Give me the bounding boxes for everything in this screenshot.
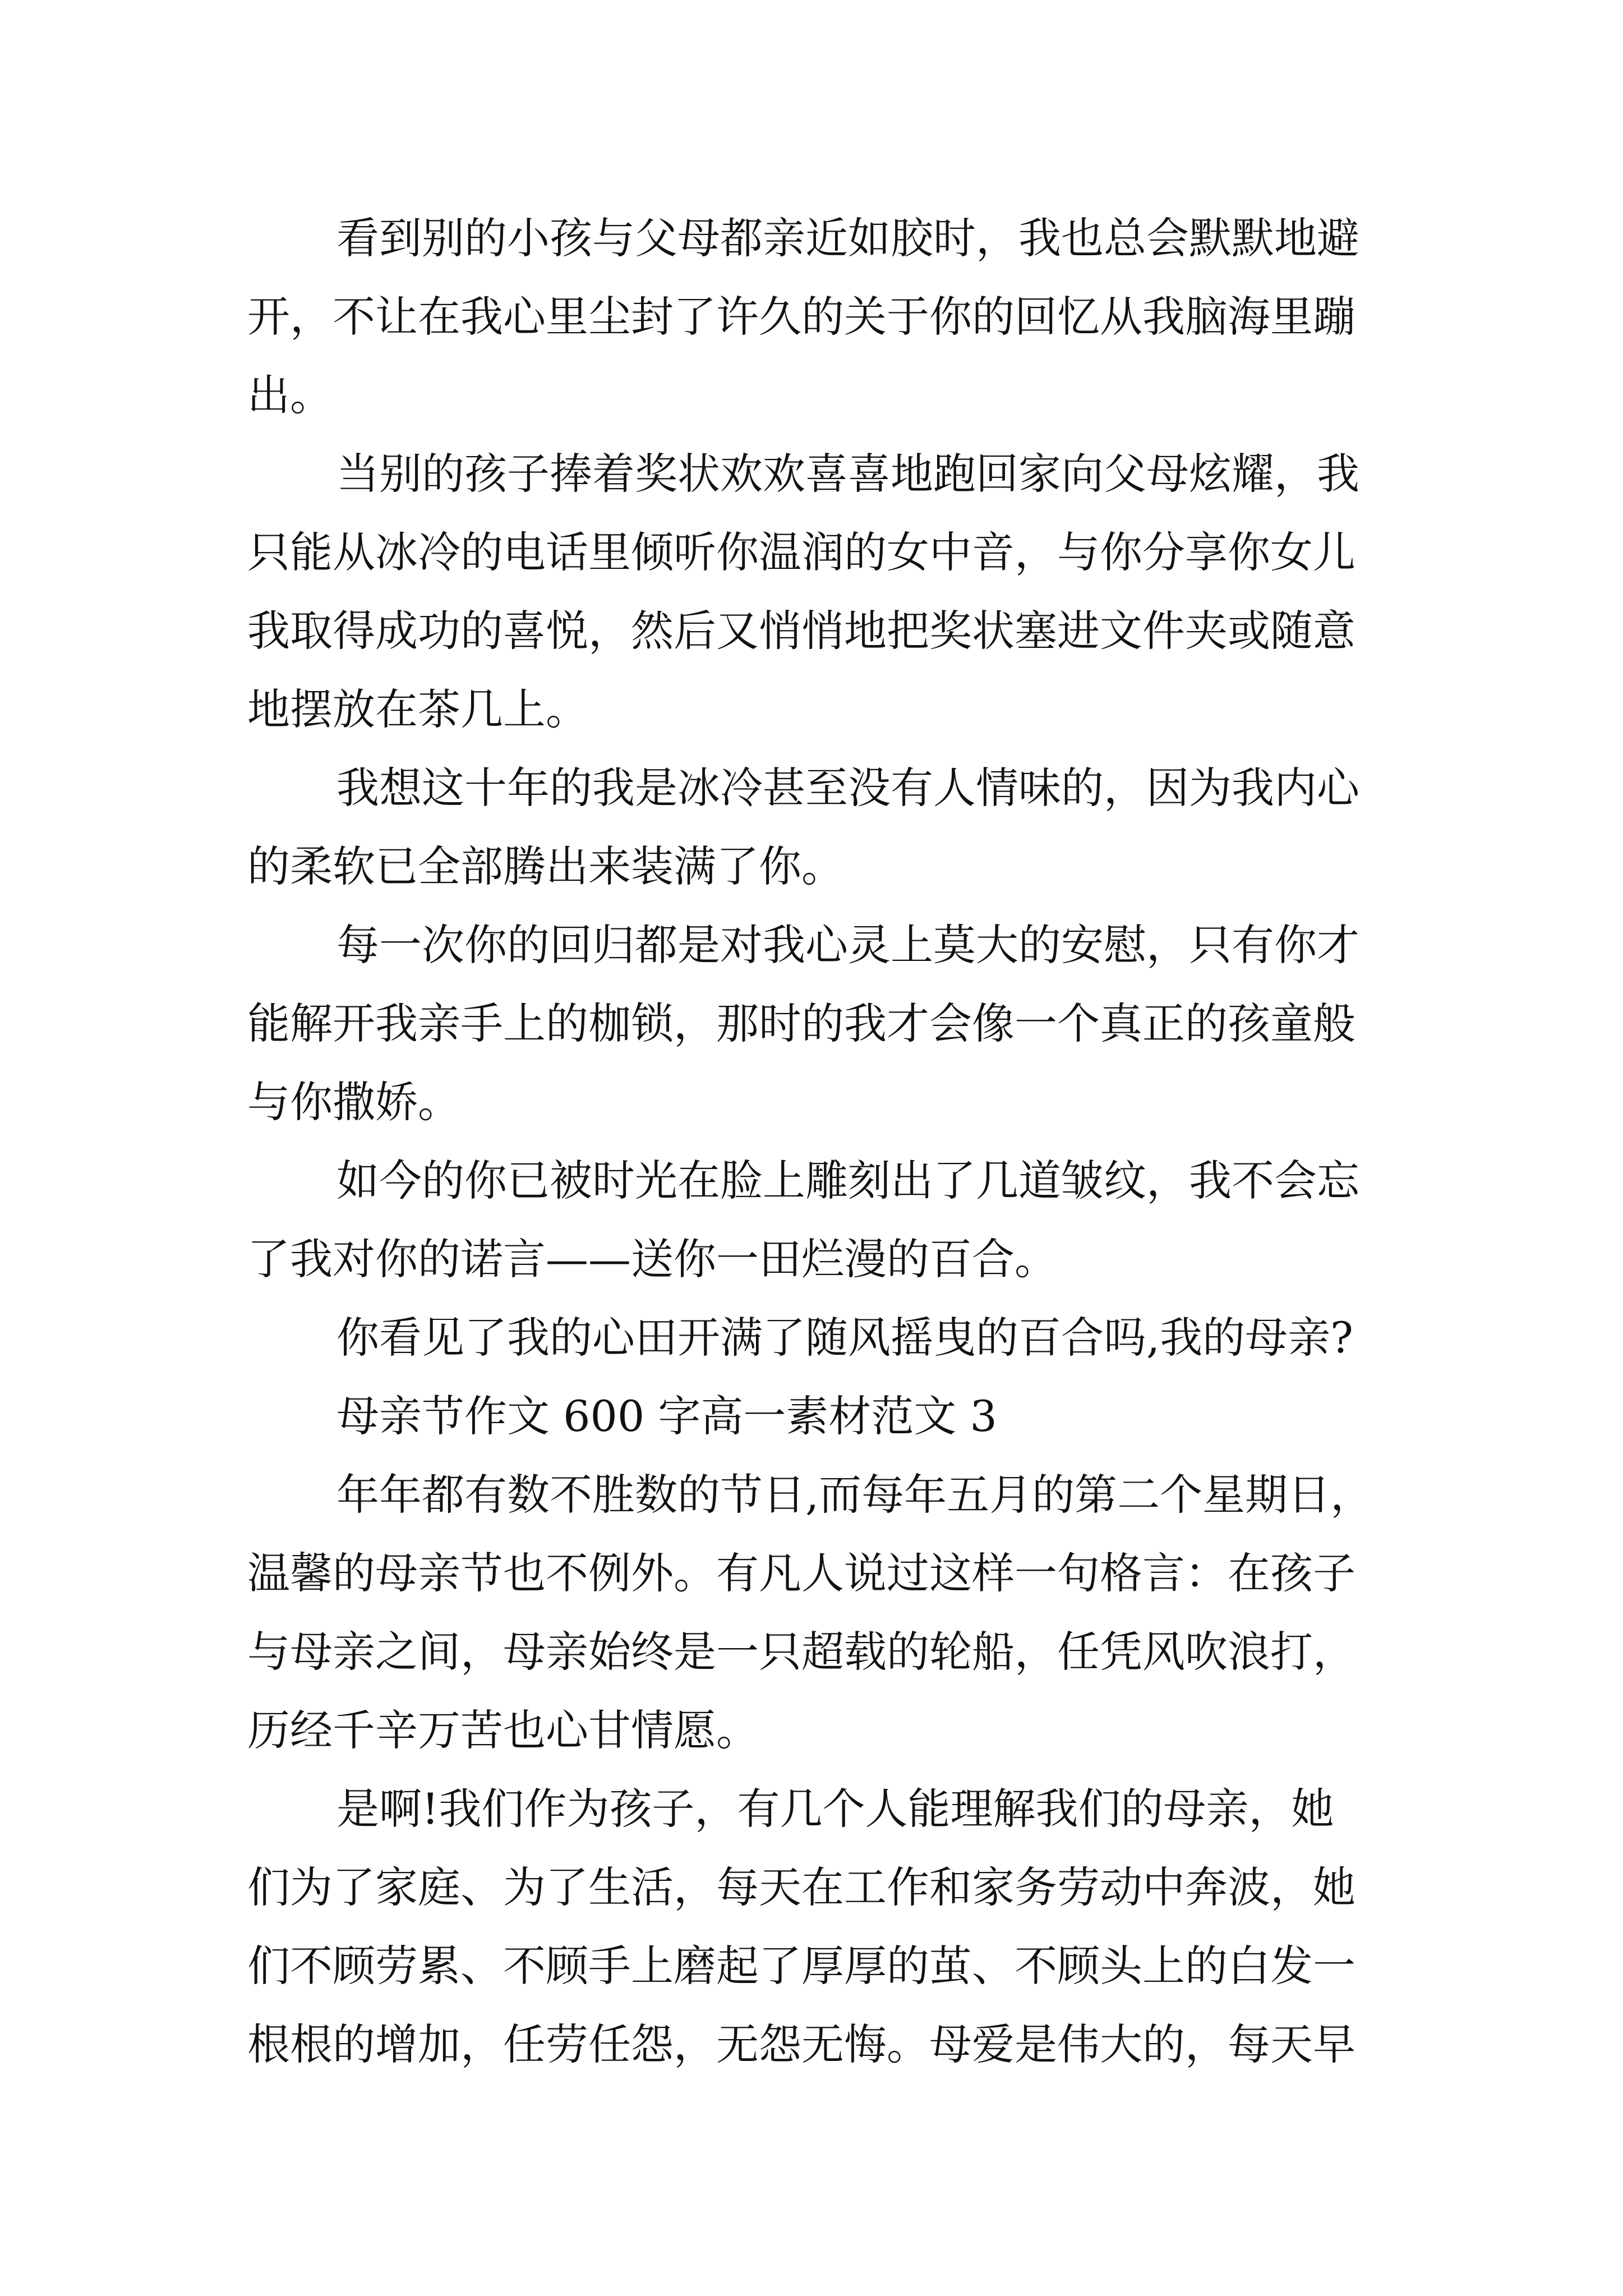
text-line: 与你撒娇。	[247, 1077, 460, 1127]
text-line: 与母亲之间，母亲始终是一只超载的轮船，任凭风吹浪打，	[247, 1627, 1355, 1677]
text-line: 地摆放在茶几上。	[247, 684, 588, 734]
section-heading: 母亲节作文 600 字高一素材范文 3	[336, 1391, 997, 1441]
text-line: 年年都有数不胜数的节日,而每年五月的第二个星期日，	[336, 1470, 1373, 1520]
text-line: 当别的孩子捧着奖状欢欢喜喜地跑回家向父母炫耀，我	[336, 449, 1359, 499]
text-line: 你看见了我的心田开满了随风摇曳的百合吗,我的母亲?	[336, 1313, 1353, 1363]
text-line: 如今的你已被时光在脸上雕刻出了几道皱纹，我不会忘	[336, 1156, 1359, 1205]
text-line: 的柔软已全部腾出来装满了你。	[247, 841, 844, 891]
text-line: 是啊!我们作为孩子，有几个人能理解我们的母亲，她	[336, 1784, 1334, 1834]
text-line: 历经千辛万苦也心甘情愿。	[247, 1705, 759, 1755]
text-line: 出。	[247, 370, 333, 420]
text-line: 能解开我亲手上的枷锁，那时的我才会像一个真正的孩童般	[247, 999, 1355, 1048]
text-line: 了我对你的诺言——送你一田烂漫的百合。	[247, 1234, 1057, 1284]
text-line: 我取得成功的喜悦，然后又悄悄地把奖状塞进文件夹或随意	[247, 606, 1355, 656]
text-line: 根根的增加，任劳任怨，无怨无悔。母爱是伟大的，每天早	[247, 2019, 1355, 2069]
text-line: 看到别的小孩与父母都亲近如胶时，我也总会默默地避	[336, 213, 1359, 263]
text-line: 只能从冰冷的电话里倾听你温润的女中音，与你分享你女儿	[247, 527, 1355, 577]
text-line: 我想这十年的我是冰冷甚至没有人情味的，因为我内心	[336, 763, 1359, 813]
text-line: 温馨的母亲节也不例外。有凡人说过这样一句格言：在孩子	[247, 1548, 1355, 1598]
text-line: 每一次你的回归都是对我心灵上莫大的安慰，只有你才	[336, 920, 1359, 970]
text-line: 们为了家庭、为了生活，每天在工作和家务劳动中奔波，她	[247, 1862, 1355, 1912]
text-line: 开，不让在我心里尘封了许久的关于你的回忆从我脑海里蹦	[247, 292, 1355, 342]
text-line: 们不顾劳累、不顾手上磨起了厚厚的茧、不顾头上的白发一	[247, 1941, 1355, 1991]
